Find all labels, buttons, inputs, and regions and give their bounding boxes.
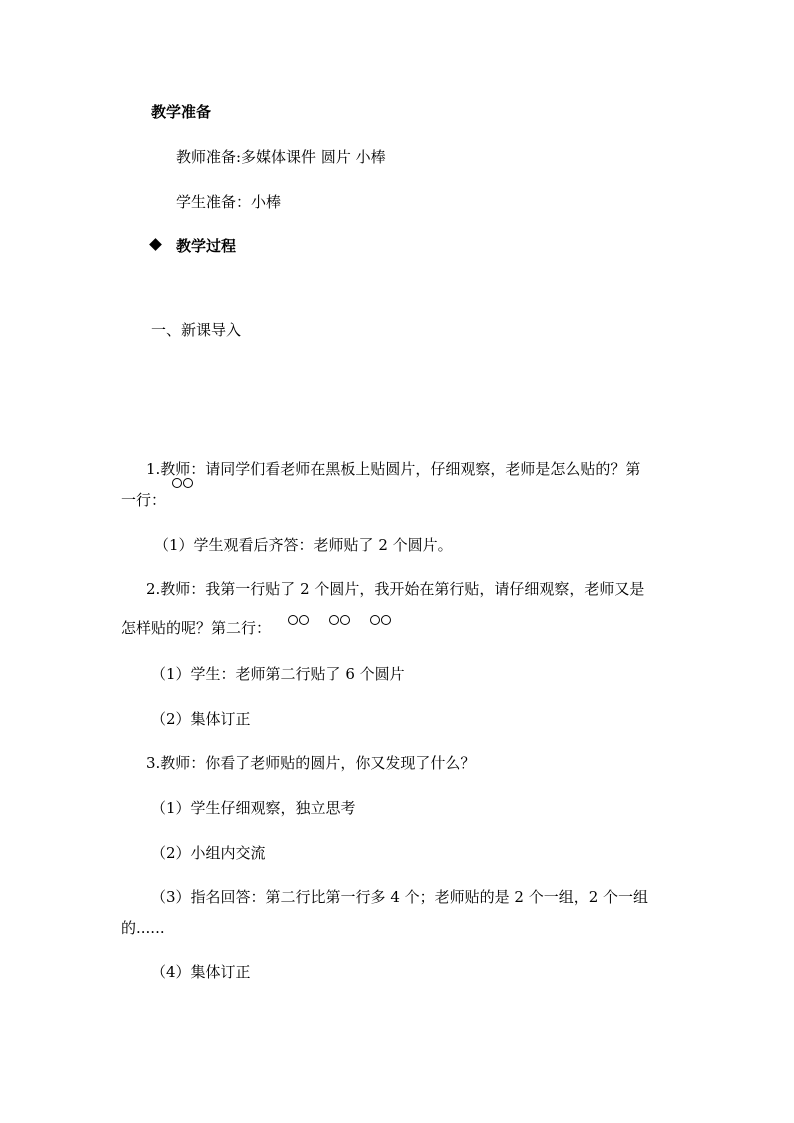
item2-answer-a: （1）学生：老师第二行贴了 6 个圆片 <box>151 665 405 683</box>
circle-icon <box>370 615 380 625</box>
item1-line2: 一行： <box>121 491 167 509</box>
item2-answer-b: （2）集体订正 <box>151 710 251 728</box>
item3-answer-c-line2: 的...... <box>121 919 165 937</box>
prep-heading: 教学准备 <box>151 103 212 121</box>
process-heading-row <box>151 236 236 256</box>
process-heading: 教学过程 <box>176 237 237 255</box>
item1-line1: 1.教师：请同学们看老师在黑板上贴圆片，仔细观察，老师是怎么贴的？第 <box>146 460 641 478</box>
item1-answer: （1）学生观看后齐答：老师贴了 2 个圆片。 <box>154 536 453 554</box>
item3-answer-b: （2）小组内交流 <box>151 844 266 862</box>
section-title: 一、新课导入 <box>151 321 242 339</box>
circle-icon <box>329 615 339 625</box>
teacher-prep: 教师准备:多媒体课件 圆片 小棒 <box>176 148 386 166</box>
diamond-bullet-icon <box>149 238 162 251</box>
student-prep: 学生准备：小棒 <box>176 193 282 211</box>
item3-answer-c-line1: （3）指名回答：第二行比第一行多 4 个；老师贴的是 2 个一组，2 个一组 <box>151 888 649 906</box>
circle-icon <box>381 615 391 625</box>
circle-icon <box>299 615 309 625</box>
row1-circles <box>172 478 193 488</box>
item3-answer-a: （1）学生仔细观察，独立思考 <box>151 799 356 817</box>
item3-answer-d: （4）集体订正 <box>151 963 251 981</box>
item2-line2: 怎样贴的呢？第二行： <box>121 619 272 637</box>
circle-icon <box>340 615 350 625</box>
circle-icon <box>288 615 298 625</box>
circle-icon <box>183 478 193 488</box>
item3-line1: 3.教师：你看了老师贴的圆片，你又发现了什么？ <box>146 754 476 772</box>
item2-line1: 2.教师：我第一行贴了 2 个圆片，我开始在第行贴，请仔细观察，老师又是 <box>146 580 645 598</box>
circle-icon <box>172 478 182 488</box>
row2-circles <box>288 615 391 625</box>
